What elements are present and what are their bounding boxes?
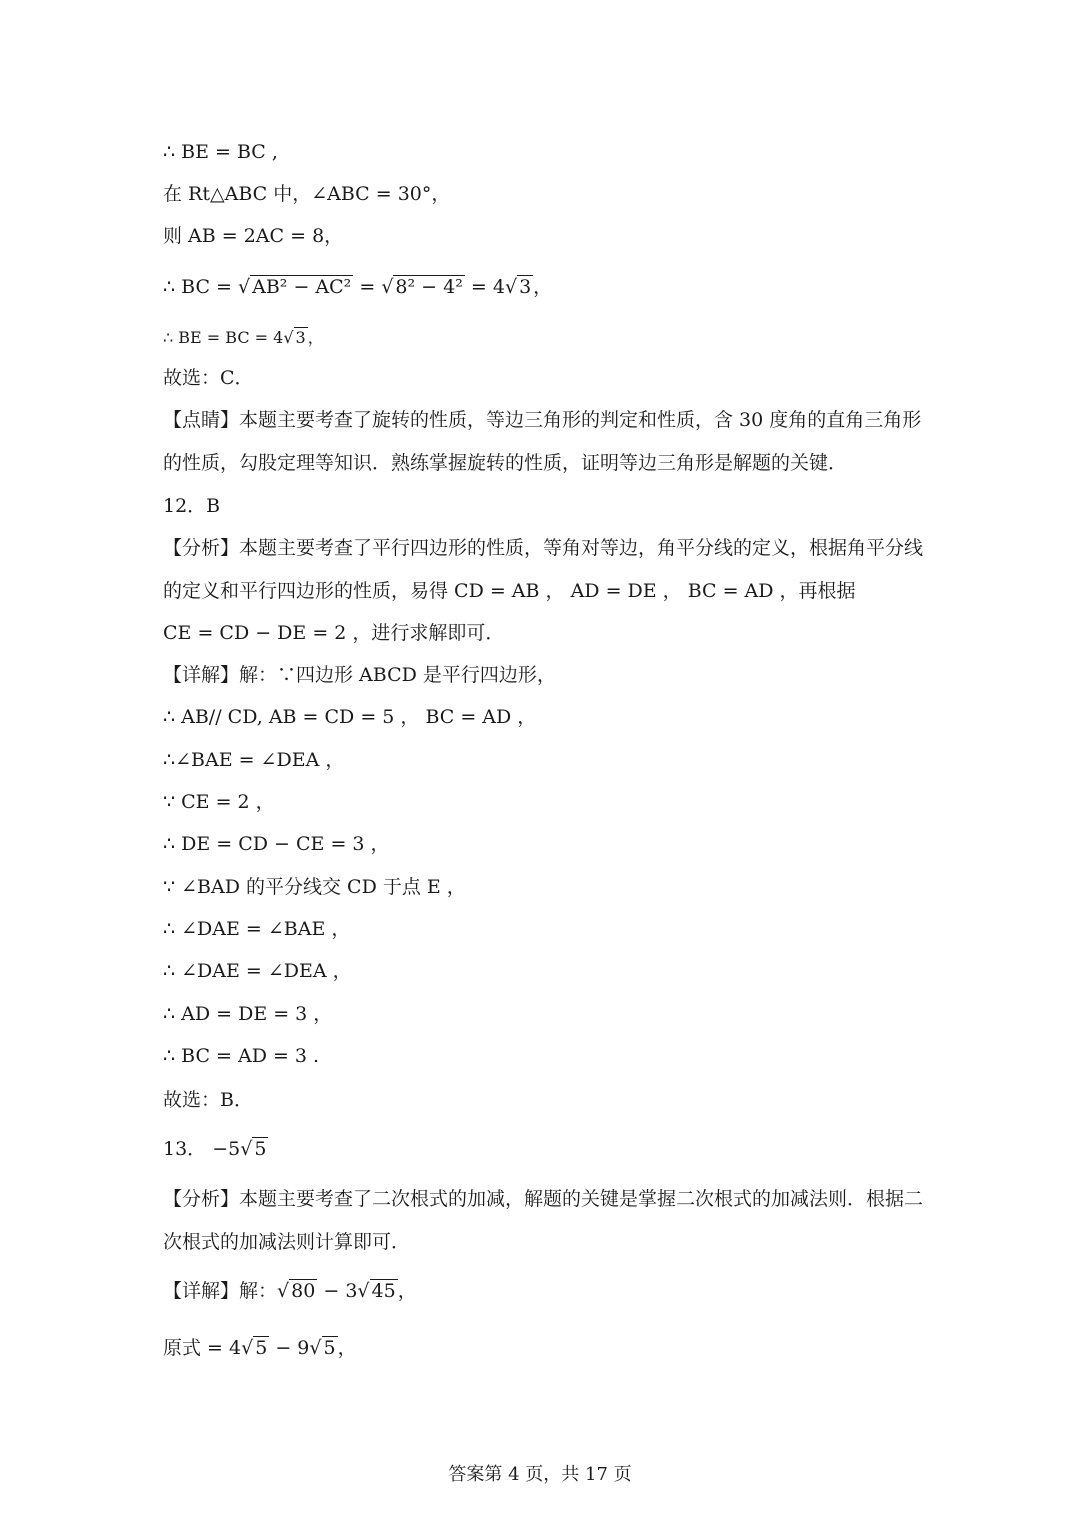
text-span: ∴ BC =: [163, 276, 232, 298]
text-line: 的定义和平行四边形的性质，易得 CD = AB ， AD = DE ， BC = AD ，再根据: [163, 580, 856, 602]
text-line: 故选：B．: [163, 1089, 253, 1111]
text-line: ∴ BC = AD = 3 .: [163, 1045, 320, 1067]
radical-sign: √: [504, 276, 518, 298]
text-line: [163, 1136, 930, 1162]
text-span: ，: [533, 276, 553, 298]
text-span: 原式 = 4: [163, 1337, 242, 1359]
radical-sign: √: [241, 1337, 254, 1359]
text-line: 则 AB = 2AC = 8，: [163, 225, 344, 247]
text-line: [163, 1335, 930, 1361]
text-line: ∵ CE = 2 ，: [163, 791, 275, 813]
text-line: ∴ AB// CD, AB = CD = 5 ， BC = AD ，: [163, 706, 537, 728]
page-footer: 答案第 4 页，共 17 页: [448, 1464, 632, 1485]
text-line: ∴ ∠DAE = ∠DEA ，: [163, 960, 352, 982]
text-line: 在 Rt△ABC 中，∠ABC = 30°，: [163, 183, 451, 205]
radicand: 5: [255, 1337, 268, 1359]
text-line: CE = CD − DE = 2 ，进行求解即可．: [163, 622, 505, 644]
text-line: ∴ AD = DE = 3 ，: [163, 1003, 333, 1025]
text-line: 【分析】本题主要考查了二次根式的加减，解题的关键是掌握二次根式的加减法则．根据二: [163, 1188, 924, 1210]
radicand: 80: [291, 1280, 316, 1302]
radicand: 3: [295, 328, 306, 347]
text-line: 故选：C．: [163, 367, 254, 389]
text-span: =: [359, 276, 376, 298]
radical-sign: √: [283, 328, 294, 347]
radicand: 45: [371, 1280, 396, 1302]
radical-sign: √: [238, 276, 251, 298]
text-span: ，: [337, 1337, 357, 1359]
text-span: = 4: [470, 276, 505, 298]
radical-sign: √: [240, 1138, 253, 1160]
text-span: − 3: [323, 1280, 358, 1302]
radicand: AB² − AC²: [252, 276, 352, 298]
text-line: ∴ ∠DAE = ∠BAE ，: [163, 918, 351, 940]
text-span: ，: [397, 1280, 417, 1302]
radical-sign: √: [277, 1280, 290, 1302]
radical-sign: √: [309, 1337, 322, 1359]
radicand: 5: [323, 1337, 336, 1359]
text-line: [163, 325, 930, 351]
text-line: ∵ ∠BAD 的平分线交 CD 于点 E ，: [163, 876, 466, 898]
text-line: ∴∠BAE = ∠DEA ，: [163, 749, 345, 771]
text-line: 【分析】本题主要考查了平行四边形的性质，等角对等边，角平分线的定义，根据角平分线: [163, 537, 924, 559]
text-line: 次根式的加减法则计算即可．: [163, 1231, 411, 1253]
radical-sign: √: [381, 276, 394, 298]
text-line: 【点睛】本题主要考查了旋转的性质，等边三角形的判定和性质，含 30 度角的直角三角形: [163, 409, 922, 431]
text-line: [163, 274, 930, 300]
text-span: ∴ BE = BC = 4: [163, 328, 284, 347]
text-span: − 9: [275, 1337, 310, 1359]
text-span: 【详解】解：: [163, 1280, 278, 1302]
text-line: ∴ DE = CD − CE = 3 ，: [163, 833, 390, 855]
text-line: 的性质，勾股定理等知识．熟练掌握旋转的性质，证明等边三角形是解题的关键．: [163, 452, 848, 474]
text-span: ，: [307, 328, 324, 347]
text-line: 【详解】解：∵四边形 ABCD 是平行四边形，: [163, 664, 556, 686]
text-line: ∴ BE = BC ,: [163, 141, 278, 163]
text-span: 13． −5: [163, 1138, 241, 1160]
text-line: [163, 1278, 930, 1304]
radicand: 5: [254, 1138, 267, 1160]
radicand: 8² − 4²: [395, 276, 463, 298]
radical-sign: √: [357, 1280, 370, 1302]
text-line: 12．B: [163, 495, 221, 517]
radicand: 3: [519, 276, 532, 298]
